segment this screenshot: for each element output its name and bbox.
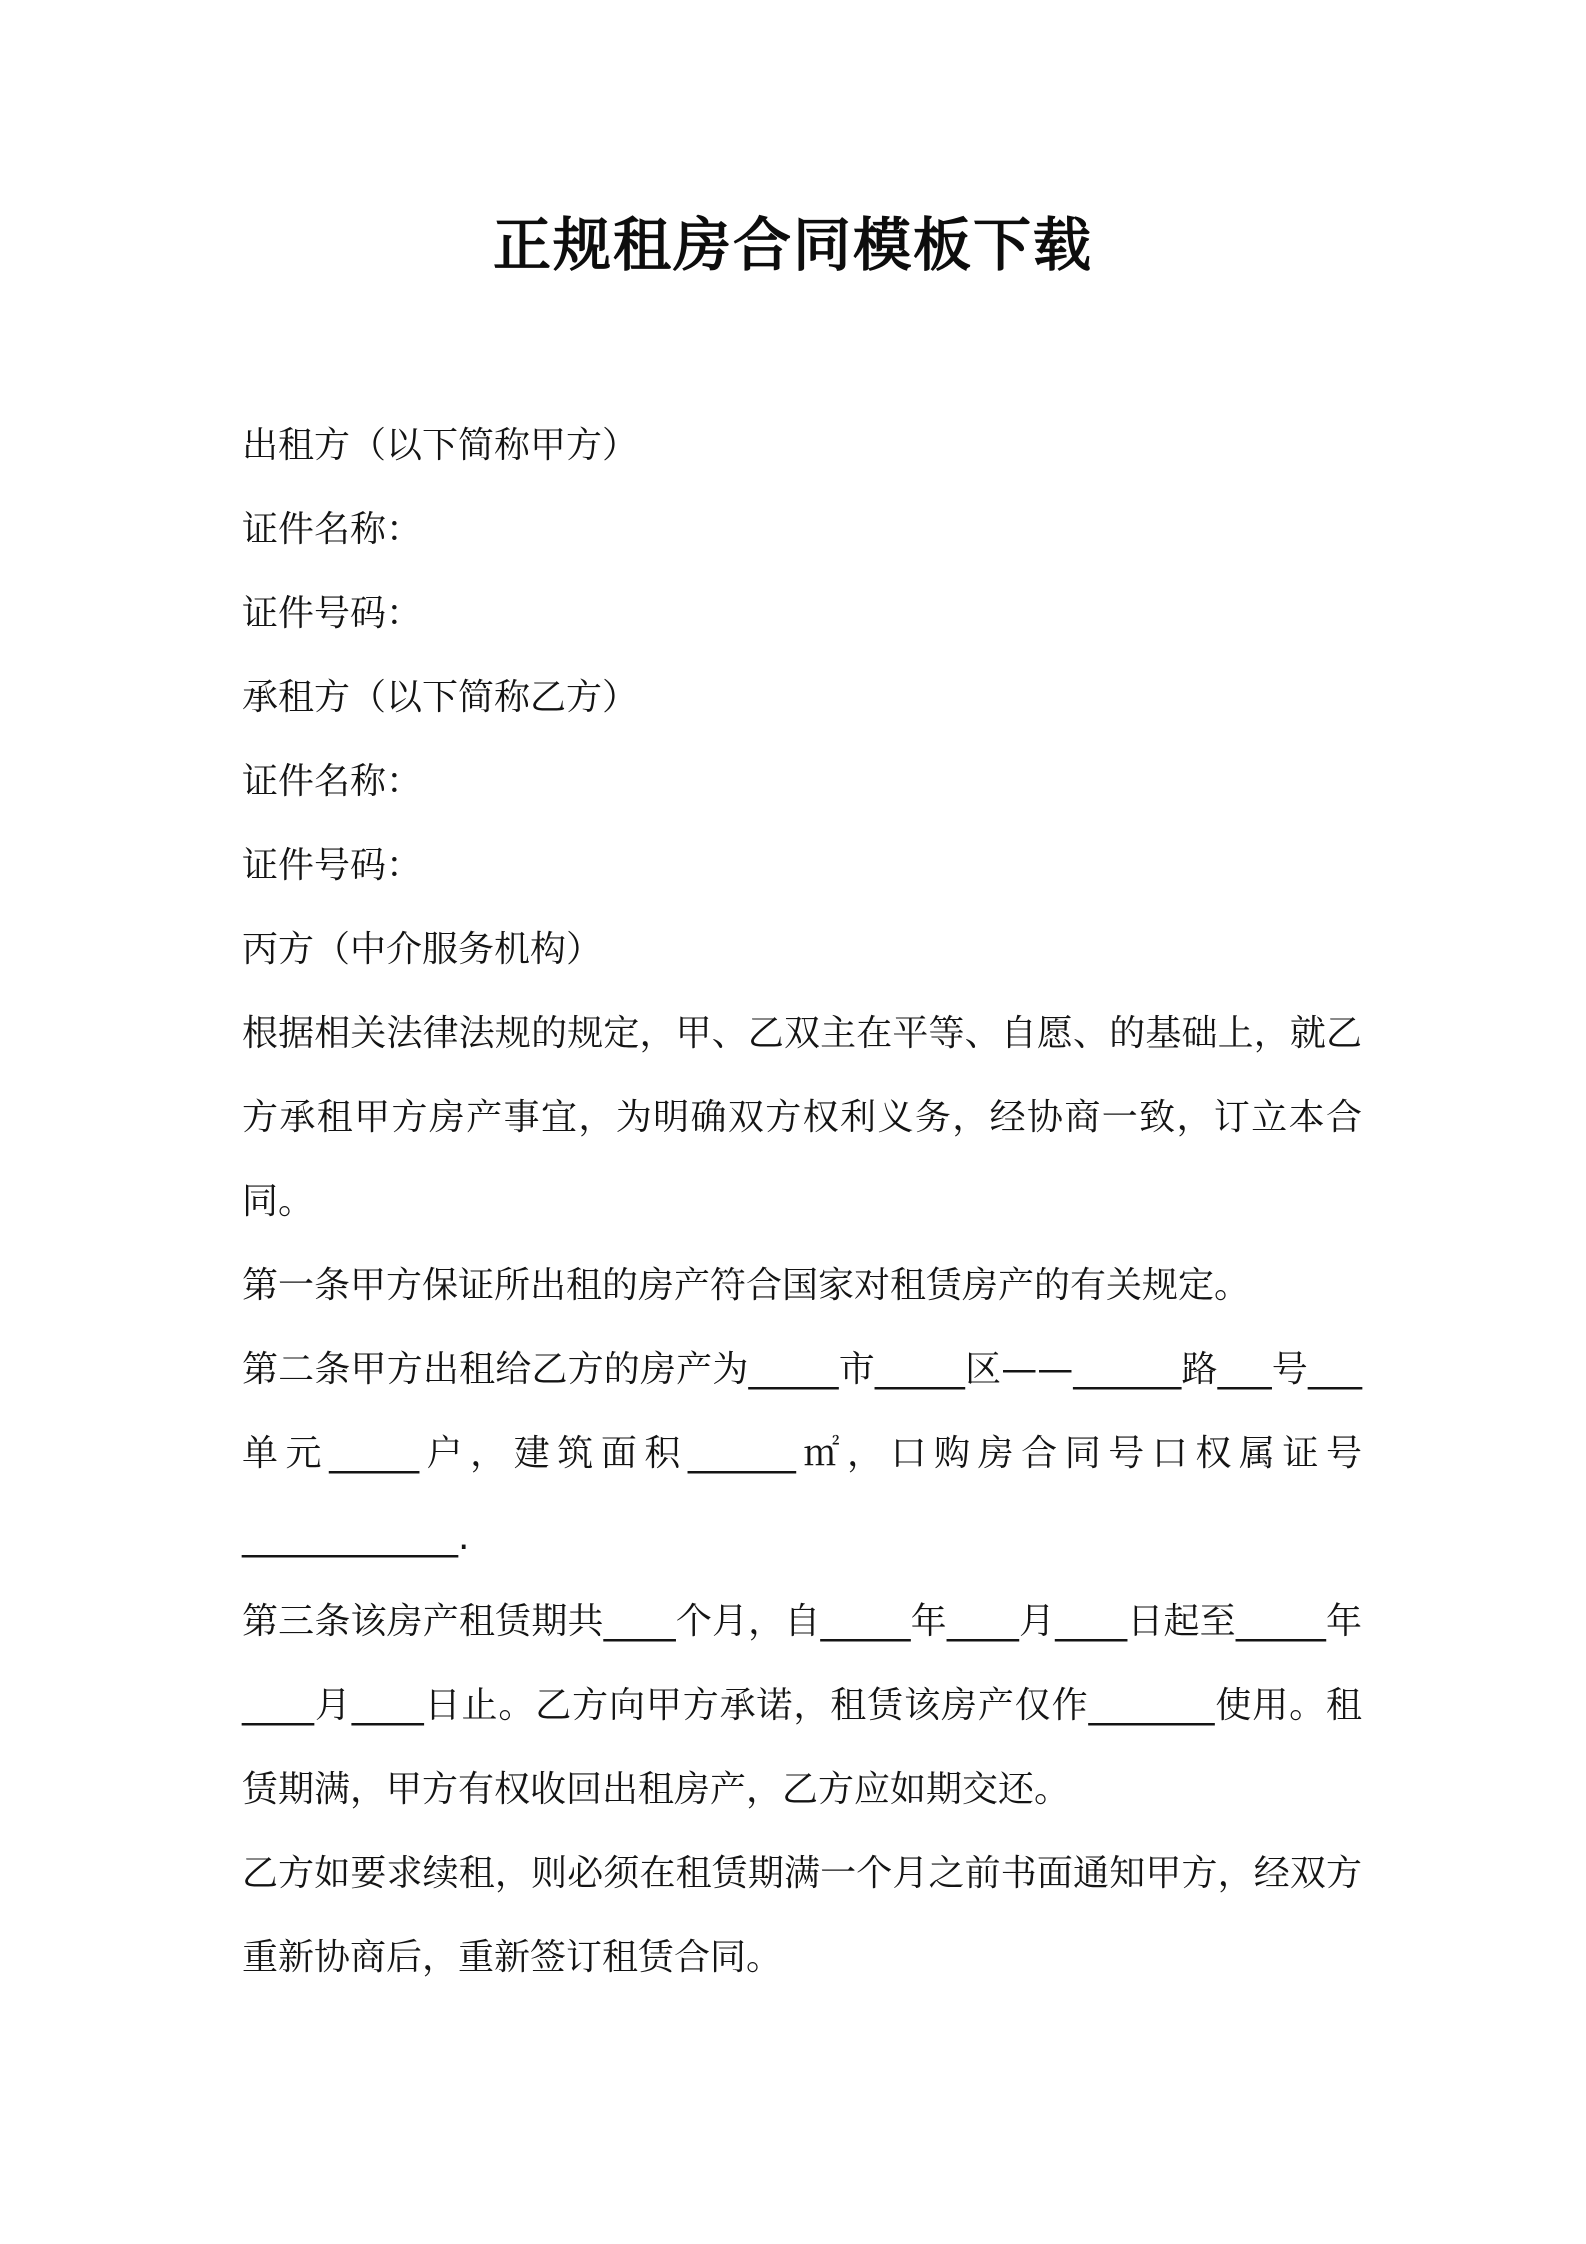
article-3-renewal: 乙方如要求续租，则必须在租赁期满一个月之前书面通知甲方，经双方重新协商后，重新签订租赁合同。 [242,1853,1362,1978]
lessee-id-number-label: 证件号码： [242,845,423,886]
article-2: 第二条甲方出租给乙方的房产为_____市_____区——______路___号___单元_____户，建筑面积______㎡，口购房合同号口权属证号____________. [242,1349,1362,1558]
intro-paragraph: 根据相关法律法规的规定，甲、乙双主在平等、自愿、的基础上，就乙方承租甲方房产事宜，为明确双方权利义务，经协商一致，订立本合同。 [242,1013,1362,1222]
document-body [242,404,1362,2000]
lessee-id-type-label: 证件名称： [242,761,423,802]
article-3: 第三条该房产租赁期共____个月，自_____年____月____日起至_____年____月____日止。乙方向甲方承诺，租赁该房产仅作_______使用。租赁期满，甲方有权收回出租房产，乙方应如期交还。 [242,1601,1362,1810]
agency-label: 丙方（中介服务机构） [242,929,603,970]
lessor-id-type-label: 证件名称： [242,509,423,550]
lessor-id-number-label: 证件号码： [242,593,423,634]
lessor-label: 出租方（以下简称甲方） [242,425,639,466]
document-title: 正规租房合同模板下载 [492,211,1093,279]
lessee-label: 承租方（以下简称乙方） [242,677,639,718]
article-1: 第一条甲方保证所出租的房产符合国家对租赁房产的有关规定。 [242,1265,1251,1306]
